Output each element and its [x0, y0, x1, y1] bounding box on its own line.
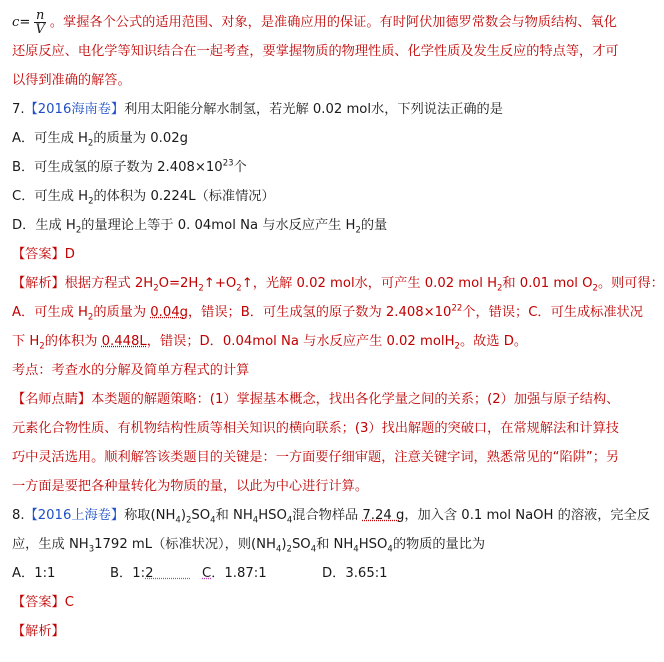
q7-an1-s2: 2: [198, 283, 204, 294]
q7-tip-tag: 【名师点睛】: [12, 392, 92, 407]
intro-line-2: 还原反应、电化学等知识结合在一起考查，要掌握物质的物理性质、化学性质及发生反应的特点等，才可: [12, 44, 619, 59]
q7-an1-d: ↑，光解 0.02 mol水，可产生 0.02 mol H: [241, 276, 497, 291]
q8-s2-e: 和 NH: [316, 537, 354, 552]
q7-stem-text: 利用太阳能分解水制氢，若光解 0.02 mol水，下列说法正确的是: [124, 102, 503, 117]
q8-analysis-tag: 【解析】: [12, 624, 65, 639]
q8-s1-s3: 4: [210, 515, 216, 526]
q7-an3-underlined: 0.448L: [101, 334, 147, 349]
q7-analysis-line-2: [12, 298, 643, 327]
q8-s1-s2: 2: [185, 515, 192, 526]
q8-number: 8.: [12, 508, 25, 523]
q7-an2-c: ，错误；B．可生成氢的原子数为 2.408×10: [188, 305, 452, 320]
q8-s1-s4: 4: [252, 515, 259, 526]
q8-s1-e: HSO: [258, 508, 287, 523]
q8-s1-a: 称取(NH: [124, 508, 176, 523]
q8-option-c-text: ．1.87:1: [211, 566, 267, 581]
q7-c-sub: 2: [88, 196, 94, 207]
q7-d-text-3: 的量: [360, 218, 388, 233]
q7-an3-s1: 2: [39, 341, 45, 352]
q7-option-d: [12, 211, 634, 240]
q8-s2-s5: 4: [353, 544, 359, 555]
q8-option-c-underlined: C: [202, 566, 212, 581]
q7-b-text: B．可生成氢的原子数为 2.408×10: [12, 160, 223, 175]
q8-option-b-underlined: 2: [145, 566, 154, 581]
intro-text-1: 。掌握各个公式的适用范围、对象，是准确应用的保证。有时阿伏加德罗常数会与物质结构、氧化: [49, 15, 617, 30]
document-page: [12, 7, 664, 646]
q7-an3-a: 下 H: [12, 334, 40, 349]
q7-analysis-tag: 【解析】: [12, 276, 65, 291]
q7-an1-e: 和 0.01 mol O: [502, 276, 593, 291]
q7-option-a: [12, 124, 634, 153]
q7-an3-c: ，错误；D．0.04mol Na 与水反应产生 0.02 molH: [146, 334, 455, 349]
intro-line-3: 以得到准确的解答。: [12, 73, 131, 88]
q7-b-sup: 23: [222, 158, 234, 169]
q7-an1-b: O=2H: [158, 276, 199, 291]
q8-option-a: A．1:1: [12, 566, 56, 581]
q7-an2-sup: 22: [451, 303, 463, 314]
q7-a-text-2: 的质量为 0.02g: [93, 131, 188, 146]
q7-c-text-2: 的体积为 0.224L（标准情况）: [93, 189, 275, 204]
q7-b-text-2: 个: [233, 160, 247, 175]
q8-s1-d: 和 NH: [215, 508, 253, 523]
q7-stem: [12, 95, 634, 124]
q8-s2-s4: 4: [310, 544, 317, 555]
formula-numerator: n: [35, 7, 45, 23]
q7-an3-b: 的体积为: [44, 334, 102, 349]
intro-line-1: [12, 8, 634, 37]
formula-lhs: c: [12, 15, 20, 30]
q7-tip-line-1: [12, 385, 634, 414]
q7-an2-s1: 2: [87, 312, 94, 323]
q7-d-text: D．生成 H: [12, 218, 76, 233]
q7-an3-d: 。故选 D。: [459, 334, 528, 349]
q7-an1-c: ↑+O: [203, 276, 237, 291]
q7-option-b: [12, 153, 634, 182]
q8-s2-d: SO: [291, 537, 311, 552]
q7-option-c: [12, 182, 634, 211]
q7-an2-b: 的质量为: [93, 305, 151, 320]
q8-s1-s1: 4: [175, 515, 181, 526]
q7-an1-s4: 2: [497, 283, 503, 294]
formula-eq: =: [19, 15, 31, 30]
q8-source-tag: 【2016上海卷】: [24, 508, 125, 523]
q8-s2-s6: 4: [387, 544, 393, 555]
q7-tip-1: 本类题的解题策略：(1）掌握基本概念，找出各化学量之间的关系；(2）加强与原子结构、: [91, 392, 620, 407]
q8-option-b: [110, 559, 202, 588]
q7-source-tag: 【2016海南卷】: [24, 102, 125, 117]
q8-stem-line-1: [12, 501, 650, 530]
q8-option-d: D．3.65:1: [322, 566, 388, 581]
q7-an1-a: 根据方程式 2H: [64, 276, 154, 291]
q7-kaodian: 考点：考查水的分解及简单方程式的计算: [12, 363, 250, 378]
q7-an1-f: 。则可得：: [597, 276, 664, 291]
q8-s2-b: 1792 mL（标准状况），则(NH: [94, 537, 276, 552]
q7-an2-d: 个，错误；C．可生成标准状况: [462, 305, 643, 320]
q7-c-text: C．可生成 H: [12, 189, 89, 204]
q7-answer: 【答案】D: [12, 247, 75, 262]
q8-s2-c: ): [281, 537, 287, 552]
q8-option-c: [202, 559, 322, 588]
q7-d-sub: 2: [75, 225, 82, 236]
q7-number: 7.: [12, 102, 25, 117]
formula-fraction: [33, 9, 46, 36]
q7-an3-s2: 2: [454, 341, 460, 352]
q7-tip-line-2: 元素化合物性质、有机物结构性质等相关知识的横向联系；(3）找出解题的突破口，在常规解法和计算技: [12, 421, 619, 436]
q7-an1-s1: 2: [153, 283, 159, 294]
q7-an2-underlined: 0.04g: [150, 305, 188, 320]
q8-s2-s2: 4: [275, 544, 282, 555]
q8-options: [12, 559, 634, 588]
q7-an2-a: A．可生成 H: [12, 305, 88, 320]
q7-d-sub-2: 2: [355, 225, 361, 236]
q7-a-text: A．可生成 H: [12, 131, 88, 146]
formula-denominator: V: [35, 21, 45, 37]
q8-s1-underlined: 7.24 g: [362, 508, 405, 523]
q8-s1-g: ，加入含 0.1 mol NaOH 的溶液，完全反: [404, 508, 650, 523]
q7-a-sub: 2: [87, 138, 94, 149]
q8-s1-b: ): [180, 508, 186, 523]
q8-answer: 【答案】C: [12, 595, 74, 610]
q7-tip-line-3: 巧中灵活选用。顺利解答该类题目的关键是：一方面要仔细审题，注意关键字词，熟悉常见的“陷阱”；另: [12, 450, 620, 465]
q8-option-b-underline-gap: [153, 566, 191, 581]
q7-an1-s5: 2: [592, 283, 598, 294]
q8-s1-f: 混合物样品: [292, 508, 363, 523]
q8-s1-s5: 4: [286, 515, 293, 526]
q8-s1-c: SO: [191, 508, 211, 523]
q8-s2-s3: 2: [286, 544, 292, 555]
q8-s2-g: 的物质的量比为: [392, 537, 486, 552]
q8-s2-s1: 3: [88, 544, 95, 555]
q7-analysis-line-3: [12, 327, 634, 356]
q8-stem-line-2: [12, 530, 634, 559]
q8-s2-a: 应，生成 NH: [12, 537, 89, 552]
q7-an1-s3: 2: [236, 283, 242, 294]
q7-tip-line-4: 一方面是要把各种量转化为物质的量，以此为中心进行计算。: [12, 479, 369, 494]
q8-s2-f: HSO: [358, 537, 388, 552]
q7-d-text-2: 的量理论上等于 0. 04mol Na 与水反应产生 H: [81, 218, 356, 233]
q7-analysis-line-1: [12, 269, 664, 298]
q8-option-b-text: B．1:: [110, 566, 146, 581]
